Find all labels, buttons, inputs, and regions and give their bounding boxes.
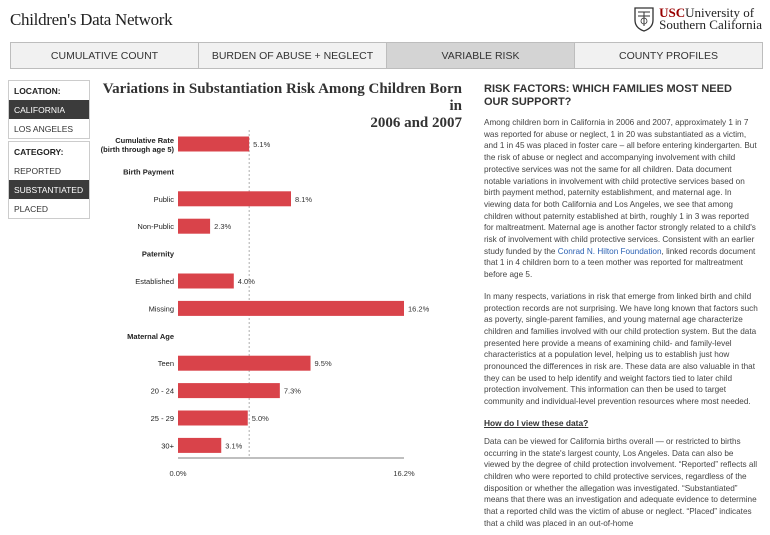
category-option-reported[interactable]: REPORTED <box>14 166 62 176</box>
usc-line2: Southern California <box>659 17 762 32</box>
row-label-30: 30+ <box>161 441 174 451</box>
group-heading-paternity: Paternity <box>141 249 174 259</box>
article-paragraph-2: In many respects, variations in risk that emerge from linked birth and child protection records are not surprising. We have long known that factors such as poverty, single-parent families, and young maternal age characterize children and families involved with our child protection system. But the data presented here provide a means of examining child- and family-level characteristics at a population level, helping us to establish just how pronounced the differences in risk are. These data are also valuable in that they can be used to help identify and weight factors tied to later child protection involvement. This information can then be used to target community and individual-level prevention resources where most needed. <box>484 291 758 407</box>
bar-cumulative-rate <box>178 137 249 152</box>
usc-wordmark <box>659 7 762 31</box>
bar-non-public <box>178 219 210 234</box>
value-label-20-24: 7.3% <box>283 386 301 396</box>
row-label-teen: Teen <box>157 359 174 369</box>
chart-title-line2: 2006 and 2007 <box>370 115 462 131</box>
usc-seal-icon <box>633 6 655 32</box>
usc-logo[interactable] <box>633 6 762 32</box>
row-label-cumulative-rate: Cumulative Rate <box>115 136 174 145</box>
tab-burden-of-abuse-neglect[interactable]: BURDEN OF ABUSE + NEGLECT <box>199 43 387 68</box>
article-paragraph-3: Data can be viewed for California births overall — or restricted to births occurring in the state's largest county, Los Angeles. Data can also be viewed by the degree of child protection involvement. “Reported” reflects all children who were reported to child protective services, regardless of the disposition or whether the allegation was investigated. “Substantiated” means that there was an investigation and adequate evidence to determine that a reported child was the victim of abuse or neglect. “Placed” indicates that a child was placed in an out-of-home <box>484 436 758 528</box>
value-label-25-29: 5.0% <box>251 414 269 423</box>
location-filter-title: LOCATION: <box>14 86 61 96</box>
article-paragraph-1 <box>484 117 759 281</box>
row-label-25-29: 25 - 29 <box>150 414 174 423</box>
value-label-non-public: 2.3% <box>214 222 232 232</box>
group-heading-birth-payment: Birth Payment <box>123 167 174 177</box>
bar-20-24 <box>178 383 280 398</box>
usc-prefix: USC <box>659 5 686 20</box>
location-filter <box>8 80 90 139</box>
x-tick-min: 0.0% <box>169 469 187 478</box>
main-nav <box>10 42 763 69</box>
value-label-teen: 9.5% <box>314 359 332 369</box>
brand-logo[interactable]: Children's Data Network <box>10 10 173 29</box>
bar-public <box>178 191 291 206</box>
value-label-cumulative-rate: 5.1% <box>253 140 271 149</box>
group-heading-maternal-age: Maternal Age <box>127 331 174 341</box>
x-tick-max: 16.2% <box>393 469 415 478</box>
bar-30 <box>178 438 221 453</box>
article-p1-tail: , linked records document that 1 in 4 children born to a teen mother was reported for maltreatment before age 5. <box>484 246 756 280</box>
row-label-non-public: Non-Public <box>137 222 174 232</box>
row-label-public: Public <box>153 194 174 204</box>
bar-25-29 <box>178 411 248 426</box>
risk-bar-chart <box>98 128 468 483</box>
article-p1-text: Among children born in California in 2006 and 2007, approximately 1 in 7 was reported for abuse or neglect, 1 in 20 was substantiated as a victim, and 1 in 45 was placed in foster care – all before entering kindergarten. But the risk of abuse or neglect and accompanying involvement with child protective services was not the same for all children. Data document notable variations in involvement with child protective services based on birth payment method, paternity establishment, and maternal age. In viewing data for both California and Los Angeles, we see that among children without paternity established at birth, roughly 1 in 3 was reported for maltreatment. Maternal age is another factor strongly related to a child's risk of involvement with child protective services. Consistent with an earlier study funded by the <box>484 118 757 256</box>
article-subheading: How do I view these data? <box>484 417 589 428</box>
value-label-public: 8.1% <box>295 194 313 204</box>
chart-title <box>100 81 462 132</box>
tab-cumulative-count[interactable]: CUMULATIVE COUNT <box>11 43 199 68</box>
tab-variable-risk[interactable]: VARIABLE RISK <box>387 43 575 68</box>
value-label-30: 3.1% <box>225 441 243 451</box>
category-option-substantiated[interactable]: SUBSTANTIATED <box>9 180 89 199</box>
row-label-missing: Missing <box>148 304 174 314</box>
article-heading: RISK FACTORS: WHICH FAMILIES MOST NEED OUR SUPPORT? <box>484 83 732 108</box>
value-label-missing: 16.2% <box>408 304 430 314</box>
chart-title-line1: Variations in Substantiation Risk Among Children Born in <box>102 81 462 114</box>
row-label-established: Established <box>135 277 174 286</box>
category-option-placed[interactable]: PLACED <box>14 204 49 214</box>
risk-bar-chart-svg <box>98 128 468 483</box>
category-filter-title: CATEGORY: <box>14 147 64 157</box>
row-label-20-24: 20 - 24 <box>150 386 174 396</box>
usc-line1: University of <box>685 5 755 20</box>
bar-teen <box>178 356 311 371</box>
location-option-los-angeles[interactable]: LOS ANGELES <box>14 124 74 134</box>
category-filter <box>8 141 90 219</box>
row-sublabel-cumulative-rate: (birth through age 5) <box>100 145 174 154</box>
article-panel <box>484 83 759 535</box>
value-label-established: 4.0% <box>237 277 255 286</box>
hilton-foundation-link[interactable]: Conrad N. Hilton Foundation <box>557 246 662 256</box>
location-option-california[interactable]: CALIFORNIA <box>9 100 89 119</box>
bar-established <box>178 274 234 289</box>
tab-county-profiles[interactable]: COUNTY PROFILES <box>619 49 718 62</box>
bar-missing <box>178 301 404 316</box>
